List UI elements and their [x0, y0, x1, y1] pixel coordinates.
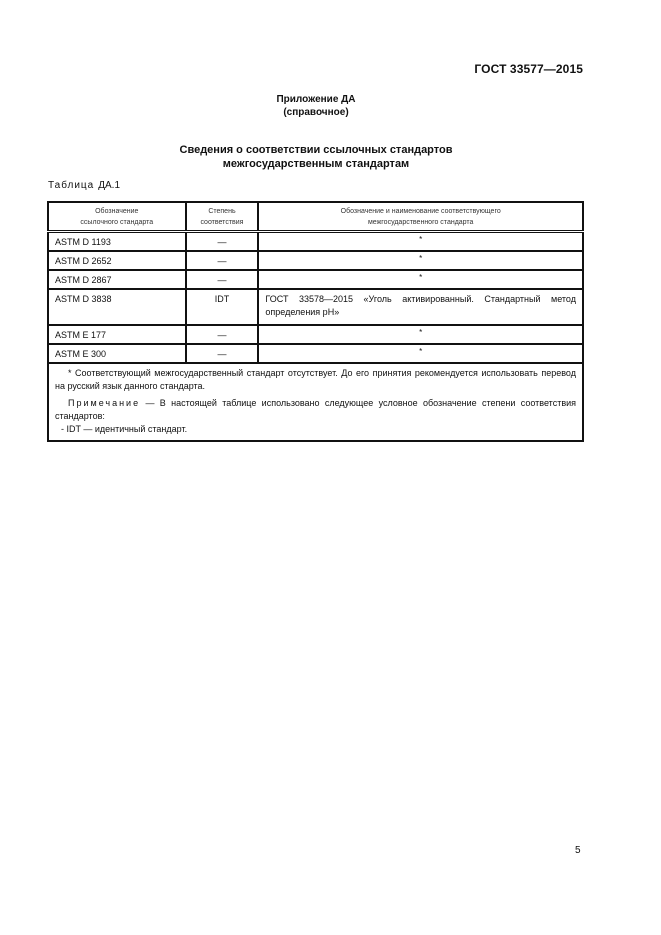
table-caption-label: Таблица: [48, 180, 95, 191]
footnote-asterisk: *: [419, 272, 423, 282]
table-footer-row: [48, 363, 583, 441]
table-note: [55, 397, 576, 423]
table-header-row: [48, 202, 583, 232]
gost-cell: [258, 232, 583, 252]
table-row: [48, 344, 583, 363]
table-row: [48, 251, 583, 270]
gost-cell: [258, 251, 583, 270]
gost-cell: ГОСТ 33578—2015 «Уголь активированный. Стандартный метод определения pH»: [258, 289, 583, 325]
reference-cell: ASTM D 2867: [48, 270, 186, 289]
column-header-gost: Обозначение и наименование соответствующего межгосударственного стандарта: [258, 202, 583, 232]
degree-cell: —: [186, 251, 259, 270]
note-item: - IDT — идентичный стандарт.: [61, 424, 188, 434]
gost-cell: [258, 270, 583, 289]
reference-cell: ASTM D 1193: [48, 232, 186, 252]
table-row: [48, 232, 583, 252]
degree-cell: —: [186, 325, 259, 344]
table-footnote: * Соответствующий межгосударственный стандарт отсутствует. До его принятия рекомендуется использовать перевод на русский язык данного стандарта.: [55, 368, 576, 391]
table-row: [48, 270, 583, 289]
table-caption: [48, 180, 120, 191]
page-number: 5: [575, 845, 581, 856]
column-header-degree: Степень соответствия: [186, 202, 259, 232]
note-label: Примечание: [68, 398, 141, 408]
table-row: [48, 289, 583, 325]
appendix-heading: [0, 93, 632, 119]
table-row: [48, 325, 583, 344]
section-title-line1: Сведения о соответствии ссылочных стандартов: [179, 144, 453, 156]
table-caption-number: ДА.1: [98, 180, 121, 191]
reference-cell: ASTM E 300: [48, 344, 186, 363]
degree-cell: —: [186, 270, 259, 289]
footnote-asterisk: *: [419, 327, 423, 337]
reference-cell: ASTM E 177: [48, 325, 186, 344]
note-text: — В настоящей таблице использовано следующее условное обозначение степени соответствия стандартов:: [55, 398, 576, 421]
footnote-asterisk: *: [419, 253, 423, 263]
gost-cell: [258, 344, 583, 363]
degree-cell: —: [186, 232, 259, 252]
standards-correspondence-table: [47, 201, 584, 442]
column-header-reference: Обозначение ссылочного стандарта: [48, 202, 186, 232]
document-code: ГОСТ 33577—2015: [474, 62, 583, 76]
gost-cell: [258, 325, 583, 344]
reference-cell: ASTM D 2652: [48, 251, 186, 270]
reference-cell: ASTM D 3838: [48, 289, 186, 325]
footnote-asterisk: *: [419, 346, 423, 356]
appendix-title: Приложение ДА: [276, 94, 356, 105]
section-heading: [0, 143, 632, 171]
appendix-subtitle: (справочное): [283, 107, 349, 118]
table-notes: [48, 363, 583, 441]
section-title-line2: межгосударственным стандартам: [222, 158, 410, 170]
degree-cell: IDT: [186, 289, 259, 325]
degree-cell: —: [186, 344, 259, 363]
footnote-asterisk: *: [419, 234, 423, 244]
